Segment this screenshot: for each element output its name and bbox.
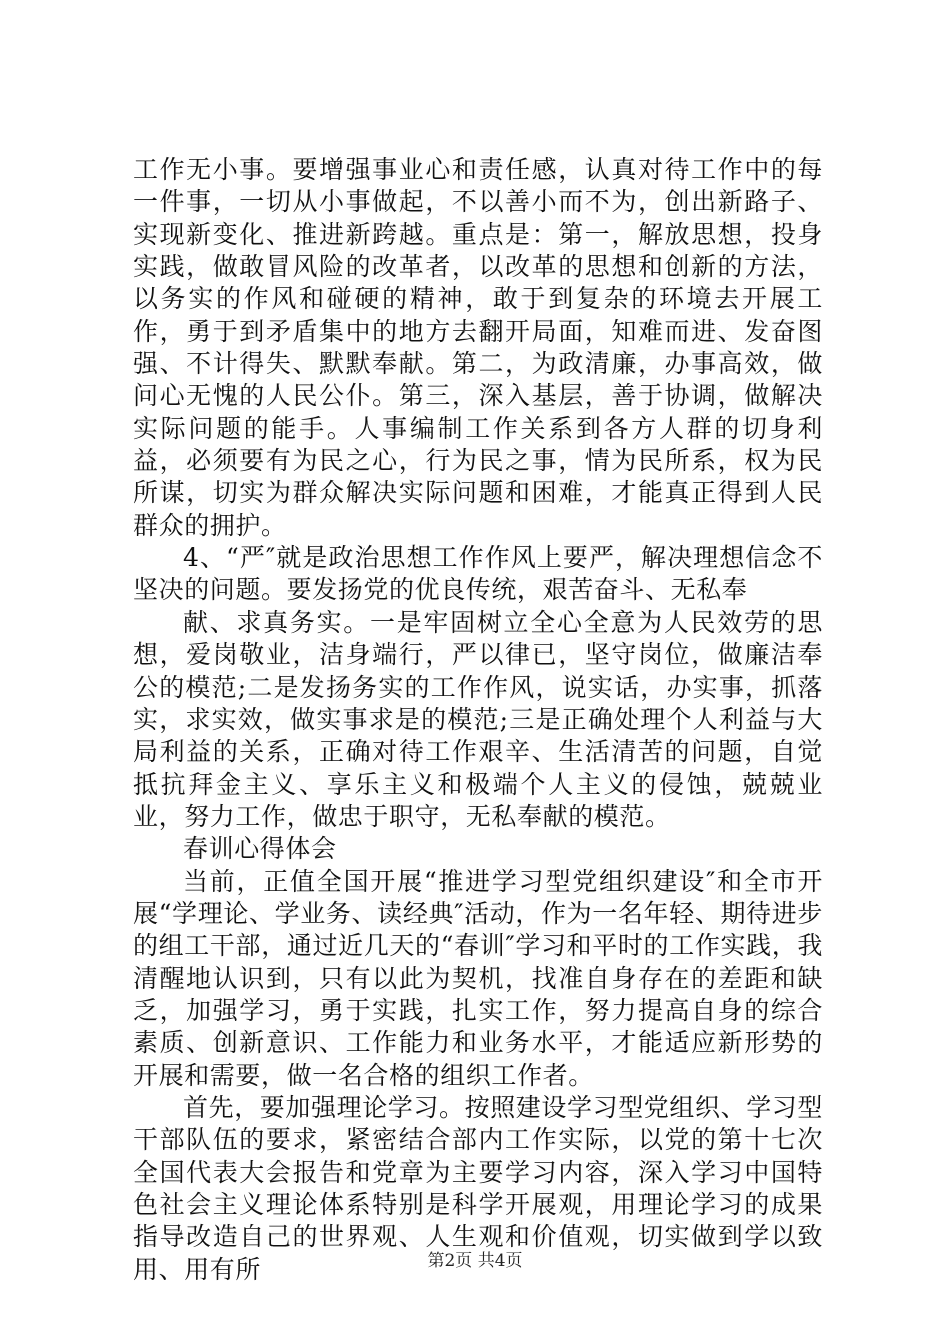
- page-number-footer: 第2页 共4页: [427, 1251, 523, 1271]
- paragraph-item-4-continued: 献、求真务实。一是牢固树立全心全意为人民效劳的思想，爱岗敬业，洁身端行，严以律已，坚守岗位，做廉洁奉公的模范;二是发扬务实的工作作风，说实话，办实事，抓落实，求实效，做实事求是的模范;三是正确处理个人利益与大局利益的关系，正确对待工作艰辛、生活清苦的问题，自觉抵抗拜金主义、享乐主义和极端个人主义的侵蚀，兢兢业业，努力工作，做忠于职守，无私奉献的模范。: [133, 607, 823, 831]
- paragraph-intro: 当前，正值全国开展“推进学习型党组织建设″和全市开展“学理论、学业务、读经典″活动，作为一名年轻、期待进步的组工干部，通过近几天的“春训″学习和平时的工作实践，我清醒地认识到，只有以此为契机，找准自身存在的差距和缺乏，加强学习，勇于实践，扎实工作，努力提高自身的综合素质、创新意识、工作能力和业务水平，才能适应新形势的开展和需要，做一名合格的组织工作者。: [133, 866, 823, 1090]
- paragraph-first-point: 首先，要加强理论学习。按照建设学习型党组织、学习型干部队伍的要求，紧密结合部内工作实际，以党的第十七次全国代表大会报告和党章为主要学习内容，深入学习中国特色社会主义理论体系特别是科学开展观，用理论学习的成果指导改造自己的世界观、人生观和价值观，切实做到学以致用、用有所: [133, 1092, 824, 1284]
- section-title: 春训心得体会: [183, 834, 337, 864]
- document-body: [133, 154, 823, 1286]
- paragraph-continuation: 工作无小事。要增强事业心和责任感，认真对待工作中的每一件事，一切从小事做起，不以善小而不为，创出新路子、实现新变化、推进新跨越。重点是：第一，解放思想，投身实践，做敢冒风险的改革者，以改革的思想和创新的方法，以务实的作风和碰硬的精神，敢于到复杂的环境去开展工作，勇于到矛盾集中的地方去翻开局面，知难而进、发奋图强、不计得失、默默奉献。第二，为政清廉，办事高效，做问心无愧的人民公仆。第三，深入基层，善于协调，做解决实际问题的能手。人事编制工作关系到各方人群的切身利益，必须要有为民之心，行为民之事，情为民所系，权为民所谋，切实为群众解决实际问题和困难，才能真正得到人民群众的拥护。: [133, 155, 823, 540]
- paragraph-item-4: 4、“严″就是政治思想工作作风上要严，解决理想信念不坚决的问题。要发扬党的优良传统，艰苦奋斗、无私奉: [133, 543, 823, 605]
